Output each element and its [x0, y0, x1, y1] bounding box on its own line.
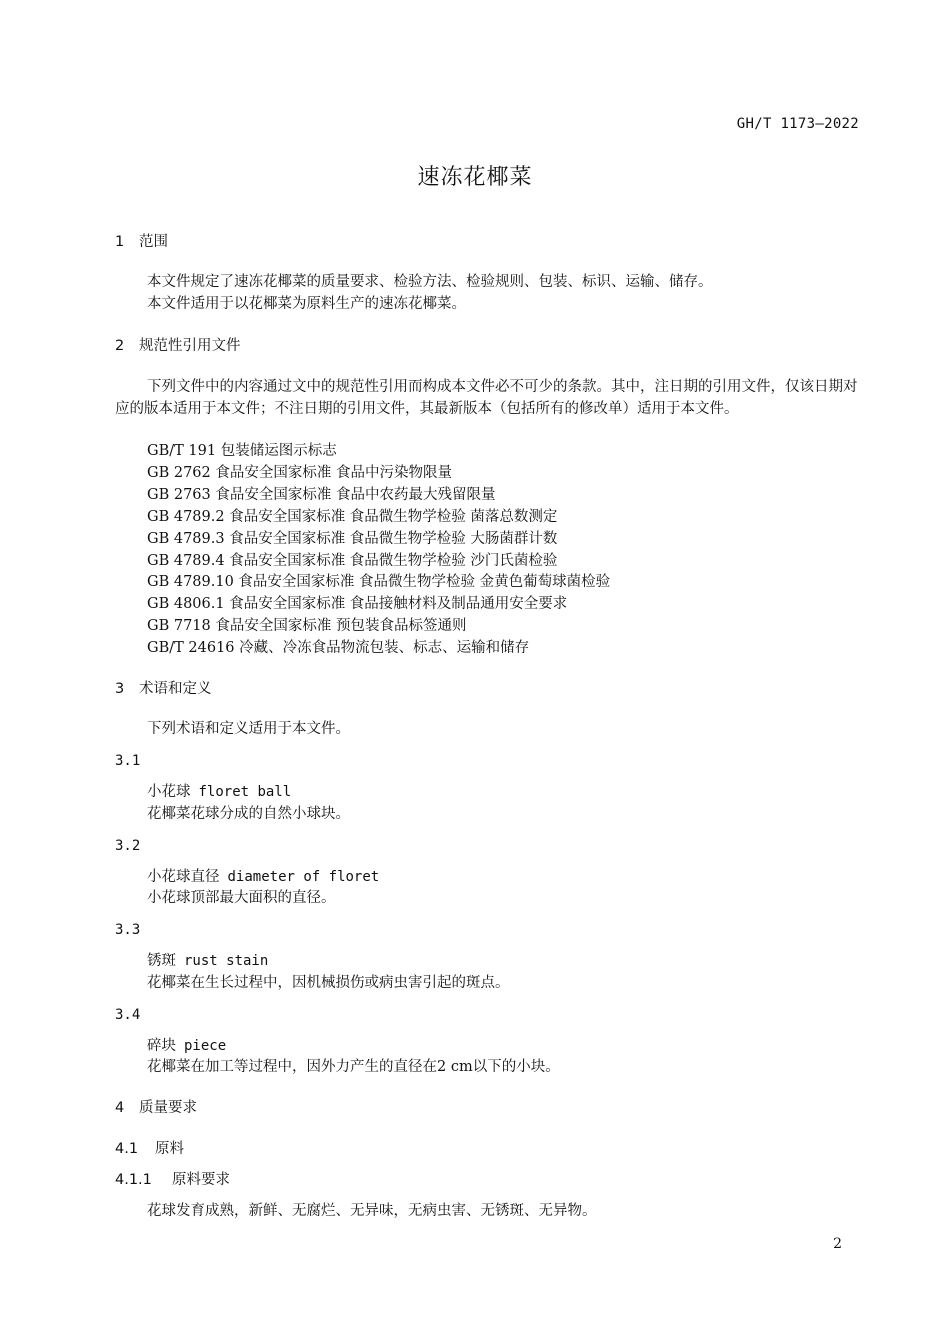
term-heading: [147, 868, 379, 886]
reference-item: [147, 464, 452, 482]
subsection-title: 原料要求: [172, 1172, 230, 1188]
reference-name: 食品安全国家标准 食品中农药最大残留限量: [215, 487, 496, 503]
section-number: 4: [115, 1100, 125, 1116]
reference-name: 食品安全国家标准 食品微生物学检验 金黄色葡萄球菌检验: [238, 574, 611, 590]
term-definition: 小花球顶部最大面积的直径。: [147, 890, 336, 906]
term-zh: 碎块: [147, 1038, 176, 1054]
section-title: 术语和定义: [139, 681, 212, 697]
section-number: 1: [115, 234, 125, 250]
references-intro: 下列文件中的内容通过文中的规范性引用而构成本文件必不可少的条款。其中，注日期的引用文件，仅该日期对应的版本适用于本文件；不注日期的引用文件，其最新版本（包括所有的修改单）适用于本文件。: [115, 379, 858, 417]
section-4-heading: [115, 1099, 197, 1117]
subsection-4-1-1-heading: [115, 1171, 230, 1189]
term-definition: 花椰菜在生长过程中，因机械损伤或病虫害引起的斑点。: [147, 975, 510, 991]
subsection-number: 4.1.1: [115, 1172, 152, 1188]
reference-name: 食品安全国家标准 食品微生物学检验 菌落总数测定: [229, 509, 558, 525]
reference-code: GB 7718: [147, 618, 211, 634]
term-number: 3.4: [115, 1007, 141, 1023]
section-title: 范围: [139, 234, 168, 250]
reference-name: 食品安全国家标准 食品接触材料及制品通用安全要求: [229, 596, 568, 612]
reference-code: GB 4789.3: [147, 531, 225, 547]
section-title: 规范性引用文件: [139, 338, 241, 354]
reference-name: 冷藏、冷冻食品物流包装、标志、运输和储存: [239, 640, 530, 656]
subsection-title: 原料: [155, 1141, 184, 1157]
reference-item: [147, 573, 610, 591]
reference-name: 食品安全国家标准 食品微生物学检验 沙门氏菌检验: [229, 553, 558, 569]
scope-paragraph-2: 本文件适用于以花椰菜为原料生产的速冻花椰菜。: [147, 296, 466, 312]
term-heading: [147, 952, 268, 970]
standard-code: GH/T 1173—2022: [736, 116, 859, 132]
reference-item: [147, 595, 567, 613]
term-number: 3.3: [115, 922, 141, 938]
term-zh: 锈斑: [147, 953, 176, 969]
document-title: 速冻花椰菜: [417, 165, 533, 190]
term-definition: 花椰菜花球分成的自然小球块。: [147, 806, 350, 822]
section-1-heading: [115, 233, 168, 251]
term-en: rust stain: [184, 953, 269, 969]
raw-material-requirements: 花球发育成熟，新鲜、无腐烂、无异味，无病虫害、无锈斑、无异物。: [147, 1203, 597, 1219]
reference-name: 食品安全国家标准 食品中污染物限量: [215, 465, 452, 481]
reference-item: [147, 530, 557, 548]
reference-item: [147, 442, 337, 460]
subsection-number: 4.1: [115, 1141, 139, 1157]
reference-item: [147, 486, 495, 504]
term-definition: 花椰菜在加工等过程中，因外力产生的直径在2 cm以下的小块。: [147, 1059, 560, 1075]
page-number: 2: [833, 1236, 842, 1252]
reference-code: GB/T 24616: [147, 640, 235, 656]
reference-item: [147, 508, 557, 526]
term-en: floret ball: [198, 784, 292, 800]
section-2-heading: [115, 337, 241, 355]
reference-item: [147, 617, 466, 635]
scope-paragraph-1: 本文件规定了速冻花椰菜的质量要求、检验方法、检验规则、包装、标识、运输、储存。: [147, 274, 713, 290]
term-heading: [147, 1037, 226, 1055]
reference-item: [147, 639, 529, 657]
reference-code: GB 4789.2: [147, 509, 225, 525]
subsection-4-1-heading: [115, 1140, 184, 1158]
section-number: 3: [115, 681, 125, 697]
term-zh: 小花球: [147, 784, 191, 800]
reference-code: GB 2762: [147, 465, 211, 481]
term-zh: 小花球直径: [147, 869, 220, 885]
section-3-heading: [115, 680, 212, 698]
reference-name: 包装储运图示标志: [220, 443, 337, 459]
reference-name: 食品安全国家标准 食品微生物学检验 大肠菌群计数: [229, 531, 558, 547]
reference-item: [147, 552, 557, 570]
reference-code: GB 4789.4: [147, 553, 225, 569]
terms-intro: 下列术语和定义适用于本文件。: [147, 721, 350, 737]
term-heading: [147, 783, 291, 801]
term-number: 3.1: [115, 753, 141, 769]
reference-code: GB 4789.10: [147, 574, 234, 590]
term-en: diameter of floret: [227, 869, 380, 885]
reference-code: GB 4806.1: [147, 596, 225, 612]
reference-code: GB 2763: [147, 487, 211, 503]
section-title: 质量要求: [139, 1100, 197, 1116]
section-number: 2: [115, 338, 125, 354]
term-en: piece: [184, 1038, 227, 1054]
reference-code: GB/T 191: [147, 443, 217, 459]
term-number: 3.2: [115, 838, 141, 854]
reference-name: 食品安全国家标准 预包装食品标签通则: [215, 618, 467, 634]
